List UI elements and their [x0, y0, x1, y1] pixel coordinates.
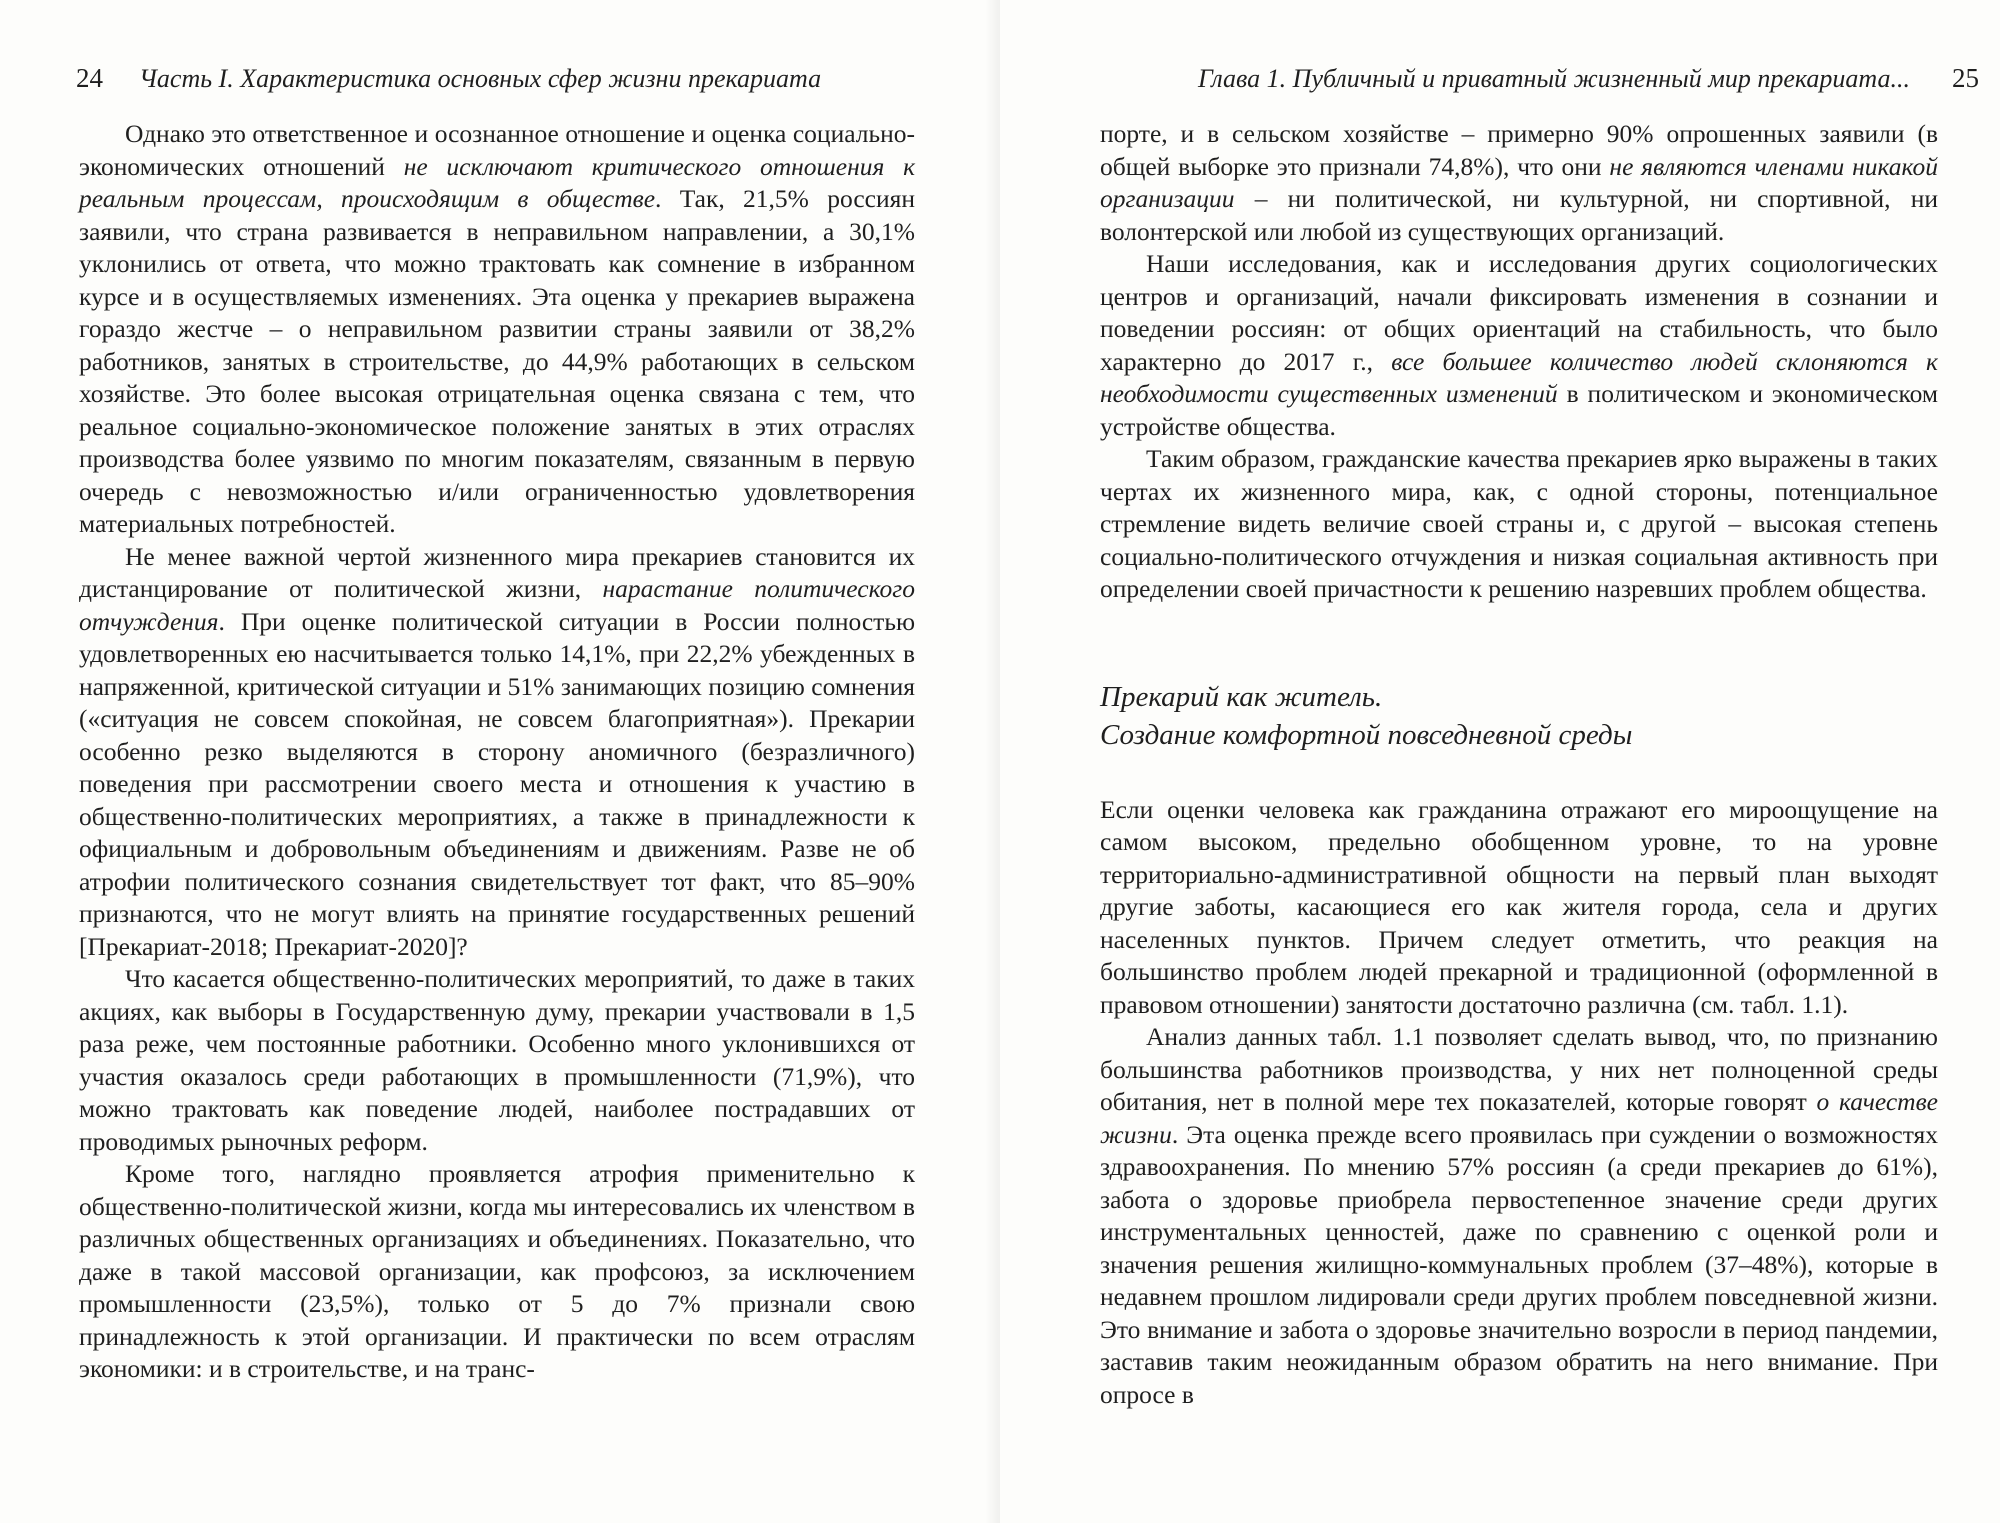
paragraph	[79, 963, 915, 1158]
text-run: . При оценке политической ситуации в России полностью удовлетворенных ею насчитывается только 14,1%, при 22,2% убежденных в напряженной, критической ситуации и 51% занимающих позицию сомнения («ситуация не совсем спокойная, не совсем благоприятная»). Прекарии особенно резко выделяются в сторону аномичного (безразличного) поведения при рассмотрении своего места и отношения к участию в общественно-политических мероприятиях, а также в принадлежности к официальным и добровольным объединениям и движениям. Разве не об атрофии политического сознания свидетельствует тот факт, что 85–90% признаются, что не могут влиять на принятие государственных решений [Прекариат-2018; Прекариат-2020]?	[79, 606, 915, 961]
italic-emphasis: не исключают критического отношения к реальным процессам, происходящим в обществе	[79, 151, 915, 213]
paragraph	[1100, 443, 1938, 606]
right-page	[1000, 0, 2000, 1523]
paragraph	[1100, 248, 1938, 443]
text-run: Анализ данных табл. 1.1 позволяет сделать вывод, что, по признанию большинства работников производства, у них нет полноценной среды обитания, нет в полной мере тех показателей, которые говорят	[1100, 1022, 1938, 1116]
text-run: Однако это ответственное и осознанное отношение и оценка социально-экономических отношений	[79, 119, 915, 181]
italic-emphasis: нарастание политического отчуждения	[79, 574, 915, 636]
italic-emphasis: не являются членами никакой организации	[1100, 151, 1938, 213]
right-page-body	[1100, 118, 1938, 1411]
paragraph	[1100, 118, 1938, 248]
left-running-head	[76, 62, 821, 95]
text-run: Наши исследования, как и исследования других социологических центров и организаций, начали фиксировать изменения в сознании и поведении россиян: от общих ориентаций на стабильность, что было характерно до 2017 г.,	[1100, 249, 1938, 376]
left-running-title: Часть I. Характеристика основных сфер жизни прекариата	[139, 64, 822, 93]
paragraph	[1100, 1021, 1938, 1411]
paragraph	[79, 541, 915, 964]
text-run: Если оценки человека как гражданина отражают его мироощущение на самом высоком, предельно обобщенном уровне, то на уровне территориально-административной общности на первый план выходят другие заботы, касающиеся его как жителя города, села и других населенных пунктов. Причем следует отметить, что реакция на большинство проблем людей прекарной и традиционной (оформленной в правовом отношении) занятости достаточно различна (см. табл. 1.1).	[1100, 794, 1938, 1019]
text-run: – ни политической, ни культурной, ни спортивной, ни волонтерской или любой из существующих организаций.	[1100, 184, 1938, 246]
text-run: Не менее важной чертой жизненного мира прекариев становится их дистанцирование от политической жизни,	[79, 541, 915, 603]
right-running-head	[1198, 62, 1979, 95]
section-heading-line-1: Прекарий как житель.	[1100, 680, 1383, 713]
paragraph	[79, 1158, 915, 1386]
italic-emphasis: о качестве жизни	[1100, 1087, 1938, 1149]
text-run: в политическом и экономическом устройстве общества.	[1100, 379, 1938, 441]
text-run: Кроме того, наглядно проявляется атрофия применительно к общественно-политической жизни, когда мы интересовались их членством в различных общественных организациях и объединениях. Показательно, что даже в такой массовой организации, как профсоюз, за исключением промышленности (23,5%), только от 5 до 7% признали свою принадлежность к этой организации. И практически по всем отраслям экономики: и в строительстве, и на транс-	[79, 1159, 915, 1383]
left-page-number: 24	[76, 63, 103, 93]
text-run: Что касается общественно-политических мероприятий, то даже в таких акциях, как выборы в Государственную думу, прекарии участвовали в 1,5 раза реже, чем постоянные работники. Особенно много уклонившихся от участия оказалось среди работающих в промышленности (71,9%), что можно трактовать как поведение людей, наиболее пострадавших от проводимых рыночных реформ.	[79, 964, 915, 1156]
paragraph	[1100, 794, 1938, 1022]
right-page-number: 25	[1951, 63, 1979, 93]
text-run: . Так, 21,5% россиян заявили, что страна развивается в неправильном направлении, а 30,1% уклонились от ответа, что можно трактовать как сомнение в избранном курсе и в осуществляемых изменениях. Эта оценка у прекариев выражена гораздо жестче – о неправильном развитии страны заявили от 38,2% работников, занятых в строительстве, до 44,9% работающих в сельском хозяйстве. Это более высокая отрицательная оценка связана с тем, что реальное социально-экономическое положение занятых в этих отраслях производства более уязвимо по многим показателям, связанным в первую очередь с невозможностью и/или ограниченностью удовлетворения материальных потребностей.	[79, 184, 915, 538]
italic-emphasis: все большее количество людей склоняются к необходимости существенных изменений	[1100, 346, 1938, 408]
text-run: Таким образом, гражданские качества прекариев ярко выражены в таких чертах их жизненного мира, как, с одной стороны, потенциальное стремление видеть величие своей страны и, с другой – высокая степень социально-политического отчуждения и низкая социальная активность при определении своей причастности к решению назревших проблем общества.	[1100, 444, 1938, 603]
text-run: порте, и в сельском хозяйстве – примерно 90% опрошенных заявили (в общей выборке это признали 74,8%), что они	[1100, 119, 1938, 181]
section-heading-line-2: Создание комфортной повседневной среды	[1100, 718, 1633, 751]
text-run: . Эта оценка прежде всего проявилась при суждении о возможностях здравоохранения. По мнению 57% россиян (а среди прекариев до 61%), забота о здоровье приобрела первостепенное значение среди других инструментальных ценностей, даже по сравнению с оценкой роли и значения решения жилищно-коммунальных проблем (37–48%), которые в недавнем прошлом лидировали среди других проблем повседневной жизни. Это внимание и забота о здоровье значительно возросли в период пандемии, заставив таким неожиданным образом обратить на него внимание. При опросе в	[1100, 1119, 1938, 1409]
paragraph	[79, 118, 915, 541]
right-running-title: Глава 1. Публичный и приватный жизненный мир прекариата...	[1198, 64, 1910, 93]
section-heading	[1100, 678, 1938, 754]
left-page-body	[79, 118, 915, 1386]
